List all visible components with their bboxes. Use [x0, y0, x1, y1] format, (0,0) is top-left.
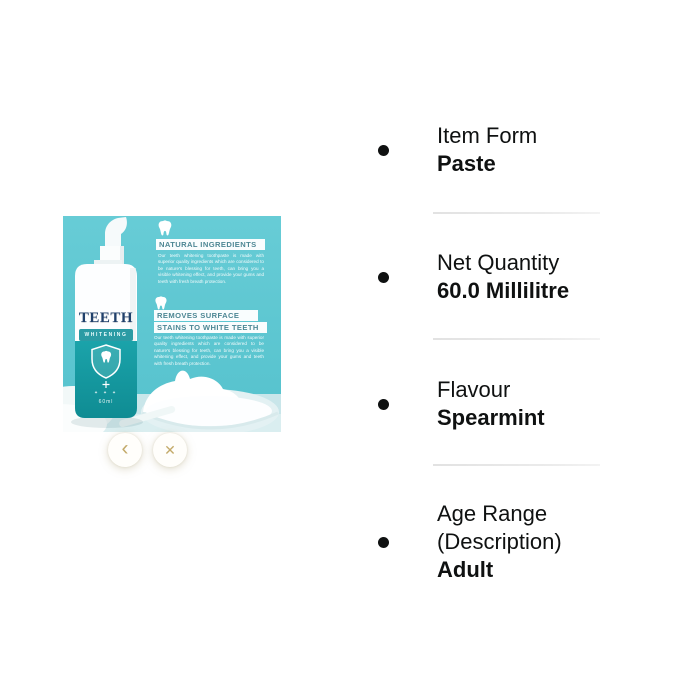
attribute-value: Paste [437, 151, 496, 176]
attribute-value: Adult [437, 557, 494, 582]
bottle-brand-title: TEETH [78, 310, 134, 326]
carousel-close-button[interactable] [153, 433, 187, 467]
product-image[interactable] [63, 216, 281, 432]
bottle-brand-subtitle: WHITENING [79, 329, 133, 341]
photo-body-text-1: Our teeth whitening toothpaste is made with superior quality ingredients which are considered to be nature's blessing for teeth, can bring you a visible whitening effect, and provide your gums and teeth with fresh breath protection. [158, 253, 264, 284]
bullet-icon [378, 272, 389, 283]
bottle-decor-row: ✦ ✦ ✦ [94, 390, 118, 395]
list-divider [433, 464, 600, 466]
attribute-label: Item Form [437, 123, 538, 148]
photo-heading-removes-surface: REMOVES SURFACE [154, 310, 258, 321]
bullet-icon [378, 399, 389, 410]
carousel-prev-button[interactable] [108, 433, 142, 467]
attribute-value: 60.0 Millilitre [437, 278, 570, 303]
chevron-left-icon: ‹ [121, 437, 129, 460]
close-icon: ✕ [164, 442, 176, 458]
bullet-icon [378, 145, 389, 156]
attribute-row-item-form [378, 122, 612, 178]
bullet-icon [378, 537, 389, 548]
photo-heading-stains-white-teeth: STAINS TO WHITE TEETH [154, 322, 267, 333]
list-divider [433, 212, 600, 214]
list-divider [433, 338, 600, 340]
attribute-label: Age Range (Description) [437, 501, 562, 554]
attribute-label: Flavour [437, 377, 511, 402]
attribute-value: Spearmint [437, 405, 545, 430]
photo-heading-natural-ingredients: NATURAL INGREDIENTS [156, 239, 265, 250]
photo-body-text-2: Our teeth whitening toothpaste is made with superior quality ingredients which are considered to be nature's blessing for teeth, can bring you a visible whitening effect, and provide your gums and teeth with fresh breath protection. [154, 335, 264, 366]
bottle-size-text: 60ml [98, 399, 114, 405]
attribute-row-net-quantity [378, 249, 612, 305]
attribute-label: Net Quantity [437, 250, 560, 275]
attribute-row-age-range [378, 500, 612, 584]
attribute-row-flavour [378, 376, 612, 432]
